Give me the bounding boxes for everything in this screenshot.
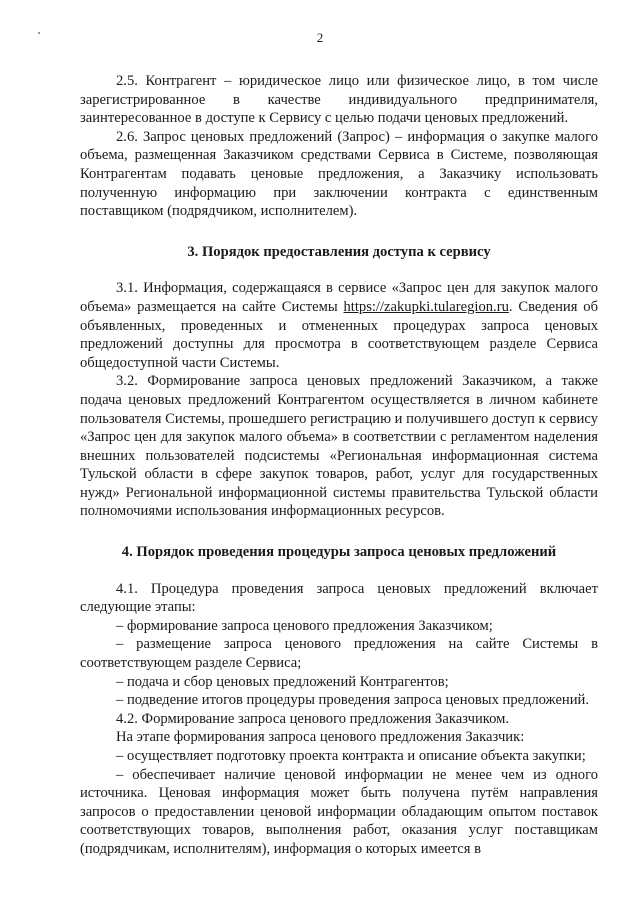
paragraph-2-5: 2.5. Контрагент – юридическое лицо или физическое лицо, в том числе зарегистрированное в качестве индивидуального предпринимателя, заинтересованное в доступе к Сервису с целью подачи ценовых предложений. (80, 73, 598, 127)
actions-list (80, 747, 598, 859)
paragraph-3-1-text: 3.1. Информация, содержащаяся в сервисе «Запрос цен для закупок малого объема» размещается на сайте Системы (80, 280, 598, 315)
paragraph-3-2: 3.2. Формирование запроса ценовых предложений Заказчиком, а также подача ценовых предложений Контрагентом осуществляется в личном кабинете пользователя Системы, прошедшего регистрацию и получившего доступ к сервису «Запрос цен для закупок малого объема» в соответствии с регламентом наделения внешних пользователей подсистемы «Региональная информационная система Тульской области в сфере закупок товаров, работ, услуг для государственных нужд» Региональной информационной системы правительства Тульской области полномочиями использования информационных ресурсов. (80, 373, 598, 520)
section-4-heading: 4. Порядок проведения процедуры запроса ценовых предложений (121, 544, 557, 561)
section-3-heading: 3. Порядок предоставления доступа к сервису (187, 243, 491, 260)
paragraph-3-1 (80, 279, 598, 372)
paragraph-3-1-text-after: . Сведения об объявленных, проведенных и отмененных процедурах запроса ценовых предложений доступны для просмотра в соответствующем разделе Сервиса общедоступной части Системы. (80, 298, 598, 371)
list-item: – осуществляет подготовку проекта контракта и описание объекта закупки; (116, 748, 586, 764)
page-number: 2 (316, 30, 324, 45)
paragraph-4-2-intro: На этапе формирования запроса ценового предложения Заказчик: (116, 729, 525, 746)
stages-list (80, 617, 598, 710)
paragraph-4-1: 4.1. Процедура проведения запроса ценовых предложений включает следующие этапы: (80, 580, 598, 616)
paragraph-2-6: 2.6. Запрос ценовых предложений (Запрос) – информация о закупке малого объема, размещенная Заказчиком средствами Сервиса в Системе, позволяющая Контрагентам подавать ценовые предложения, а Заказчику использовать полученную информацию при заключении контракта с единственным поставщиком (подрядчиком, исполнителем). (80, 128, 598, 220)
list-item: – подача и сбор ценовых предложений Контрагентов; (116, 673, 449, 690)
system-site-link[interactable]: https://zakupki.tularegion.ru (343, 298, 509, 315)
document-body (80, 72, 598, 859)
paragraph-4-2: 4.2. Формирование запроса ценового предложения Заказчиком. (116, 710, 510, 727)
list-item: – обеспечивает наличие ценовой информации не менее чем из одного источника. Ценовая информация может быть получена путём направления запросов о предоставлении ценовой информации обладающим опытом поставок соответствующих товаров, выполнения работ, оказания услуг поставщикам (подрядчикам, исполнителям), информация о которых имеется в (80, 766, 598, 857)
list-item: – подведение итогов процедуры проведения запроса ценовых предложений. (116, 692, 590, 709)
list-item: – формирование запроса ценового предложения Заказчиком; (116, 617, 493, 634)
list-item: – размещение запроса ценового предложения на сайте Системы в соответствующем разделе Сервиса; (80, 636, 598, 672)
